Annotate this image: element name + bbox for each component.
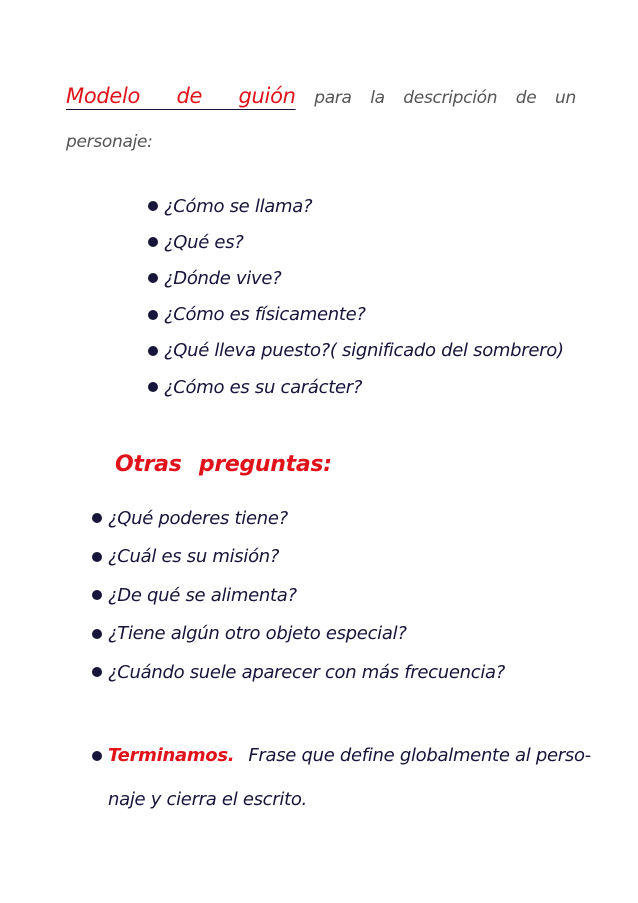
document-title-line [66, 84, 576, 108]
closing-label: Terminamos. [108, 745, 235, 766]
bullet-icon [148, 237, 158, 247]
title-word: para [314, 88, 352, 108]
bullet-icon [148, 201, 158, 211]
list-item [92, 538, 505, 577]
title-word: de [515, 88, 537, 108]
bullet-icon [92, 629, 102, 639]
title-word: descripción [403, 88, 498, 108]
question-text: ¿De qué se alimenta? [108, 584, 297, 606]
title-word: un [554, 88, 576, 108]
bullet-icon [92, 552, 102, 562]
question-text: ¿Cuándo suele aparecer con más frecuencia? [108, 661, 506, 683]
other-question-list [92, 499, 505, 692]
bullet-icon [92, 667, 102, 677]
bullet-icon [148, 346, 158, 356]
bullet-icon [92, 751, 102, 761]
list-item [148, 369, 564, 405]
question-text: ¿Qué poderes tiene? [108, 507, 288, 529]
list-item [92, 615, 505, 654]
list-item [92, 653, 505, 692]
list-item [148, 224, 564, 260]
question-text: ¿Qué lleva puesto?( significado del sombrero) [164, 340, 564, 362]
list-item [92, 576, 505, 615]
question-text: ¿Dónde vive? [164, 267, 282, 289]
bullet-icon [148, 310, 158, 320]
list-item [148, 333, 564, 369]
bullet-icon [92, 513, 102, 523]
question-text: ¿Tiene algún otro objeto especial? [108, 623, 407, 645]
closing-text: Frase que define globalmente al perso- [248, 745, 591, 766]
bullet-icon [92, 590, 102, 600]
closing-second-line: naje y cierra el escrito. [108, 789, 307, 810]
list-item [148, 188, 564, 224]
title-word: la [370, 88, 385, 108]
question-text: ¿Cuál es su misión? [108, 546, 280, 568]
section-heading: Otras preguntas: [115, 452, 332, 477]
bullet-icon [148, 273, 158, 283]
bullet-icon [148, 382, 158, 392]
list-item [148, 260, 564, 296]
question-text: ¿Qué es? [164, 231, 244, 253]
question-text: ¿Cómo es físicamente? [164, 304, 366, 326]
question-list [148, 188, 564, 405]
title-continuation: personaje: [66, 132, 153, 152]
closing-paragraph [92, 734, 592, 822]
closing-first-line [92, 734, 592, 778]
document-title: Modelo de guión [66, 84, 296, 108]
list-item [148, 297, 564, 333]
list-item [92, 499, 505, 538]
question-text: ¿Cómo se llama? [164, 195, 313, 217]
question-text: ¿Cómo es su carácter? [164, 376, 363, 398]
